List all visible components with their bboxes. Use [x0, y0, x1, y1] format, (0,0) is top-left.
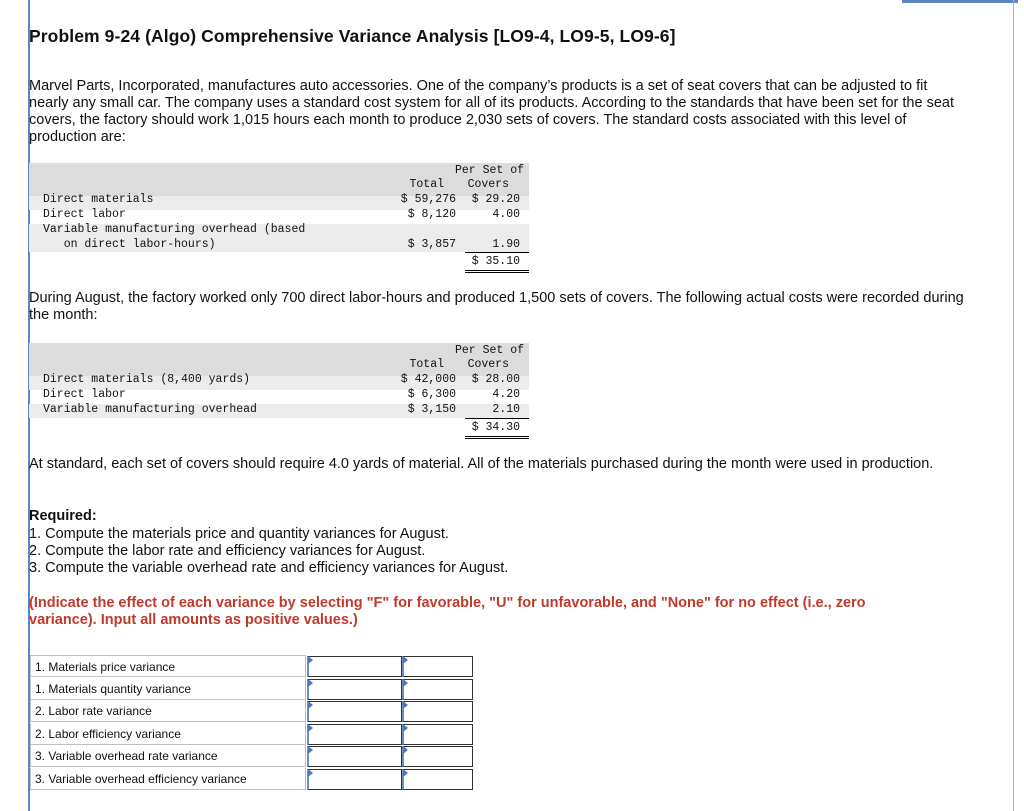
- total-double-underline: [465, 270, 529, 273]
- row-per: $ 28.00: [471, 373, 520, 386]
- dropdown-marker-icon: [403, 724, 408, 732]
- dropdown-marker-icon: [308, 656, 313, 664]
- dropdown-marker-icon: [403, 746, 408, 754]
- variance-effect-select[interactable]: [402, 724, 473, 745]
- row-per: 4.20: [492, 388, 520, 401]
- row-total: $ 8,120: [407, 208, 456, 221]
- answer-row-label: 3. Variable overhead efficiency variance: [30, 768, 306, 790]
- answer-row-label: 1. Materials price variance: [30, 655, 306, 677]
- answer-row-label: 3. Variable overhead rate variance: [30, 745, 306, 767]
- variance-effect-select[interactable]: [402, 746, 473, 767]
- dropdown-marker-icon: [308, 769, 313, 777]
- dropdown-marker-icon: [308, 724, 313, 732]
- total-double-underline: [465, 436, 529, 439]
- col-header-per-2: Covers: [467, 178, 509, 191]
- dropdown-marker-icon: [403, 679, 408, 687]
- dropdown-marker-icon: [403, 656, 408, 664]
- row-per: 2.10: [492, 403, 520, 416]
- row-total: $ 3,150: [407, 403, 456, 416]
- variance-amount-input[interactable]: [307, 701, 402, 722]
- variance-amount-input[interactable]: [307, 724, 402, 745]
- variance-effect-select[interactable]: [402, 656, 473, 677]
- answer-row-label: 1. Materials quantity variance: [30, 678, 306, 700]
- subtotal-underline: [465, 418, 529, 419]
- right-rule: [1013, 0, 1014, 811]
- during-paragraph: During August, the factory worked only 700 direct labor-hours and produced 1,500 sets of covers. The following actual costs were recorded during the month:: [29, 290, 964, 323]
- row-label: Direct labor: [43, 388, 126, 401]
- row-per: 1.90: [492, 238, 520, 251]
- row-total: $ 42,000: [400, 373, 456, 386]
- row-per: $ 29.20: [471, 193, 520, 206]
- col-header-per-1: Per Set of: [454, 344, 524, 357]
- actual-sum: $ 34.30: [471, 421, 520, 434]
- row-label: Direct materials: [43, 193, 154, 206]
- col-header-total: Total: [409, 178, 444, 191]
- standard-sum: $ 35.10: [471, 255, 520, 268]
- variance-amount-input[interactable]: [307, 679, 402, 700]
- row-total: $ 59,276: [400, 193, 456, 206]
- variance-amount-input[interactable]: [307, 746, 402, 767]
- row-total: $ 3,857: [407, 238, 456, 251]
- intro-paragraph: Marvel Parts, Incorporated, manufactures auto accessories. One of the company’s products is a set of seat covers that can be adjusted to fit nearly any small car. The company uses a standard cost system for all of its products. According to the standards that have been set for the seat covers, the factory should work 1,015 hours each month to produce 2,030 sets of covers. The standard costs associated with this level of production are:: [29, 78, 954, 145]
- variance-effect-select[interactable]: [402, 701, 473, 722]
- variance-effect-select[interactable]: [402, 769, 473, 790]
- col-header-per-1: Per Set of: [454, 164, 524, 177]
- instruction-text: (Indicate the effect of each variance by selecting "F" for favorable, "U" for unfavorable, and "None" for no effect (i.e., zero variance). Input all amounts as positive values.): [29, 595, 866, 628]
- row-label: on direct labor-hours): [43, 238, 216, 251]
- col-header-per-2: Covers: [467, 358, 509, 371]
- variance-amount-input[interactable]: [307, 656, 402, 677]
- required-item: 3. Compute the variable overhead rate and efficiency variances for August.: [29, 560, 509, 576]
- row-label: Direct labor: [43, 208, 126, 221]
- required-item: 2. Compute the labor rate and efficiency variances for August.: [29, 543, 426, 559]
- dropdown-marker-icon: [403, 701, 408, 709]
- dropdown-marker-icon: [403, 769, 408, 777]
- row-label: Variable manufacturing overhead: [43, 403, 257, 416]
- problem-title: Problem 9-24 (Algo) Comprehensive Variance Analysis [LO9-4, LO9-5, LO9-6]: [29, 26, 676, 46]
- required-heading: Required:: [29, 508, 97, 524]
- required-item: 1. Compute the materials price and quantity variances for August.: [29, 526, 449, 542]
- standard-paragraph: At standard, each set of covers should require 4.0 yards of material. All of the materials purchased during the month were used in production.: [29, 456, 934, 472]
- standard-cost-table: [29, 163, 529, 273]
- actual-cost-table: [29, 343, 529, 440]
- col-header-total: Total: [409, 358, 444, 371]
- required-list: [29, 526, 508, 577]
- answer-row-label: 2. Labor rate variance: [30, 700, 306, 722]
- dropdown-marker-icon: [308, 679, 313, 687]
- variance-effect-select[interactable]: [402, 679, 473, 700]
- row-total: $ 6,300: [407, 388, 456, 401]
- answer-row-label: 2. Labor efficiency variance: [30, 723, 306, 745]
- dropdown-marker-icon: [308, 701, 313, 709]
- row-label: Variable manufacturing overhead (based: [43, 223, 306, 236]
- subtotal-underline: [465, 252, 529, 253]
- variance-amount-input[interactable]: [307, 769, 402, 790]
- row-label: Direct materials (8,400 yards): [43, 373, 251, 386]
- row-per: 4.00: [492, 208, 520, 221]
- top-accent-bar: [902, 0, 1018, 3]
- dropdown-marker-icon: [308, 746, 313, 754]
